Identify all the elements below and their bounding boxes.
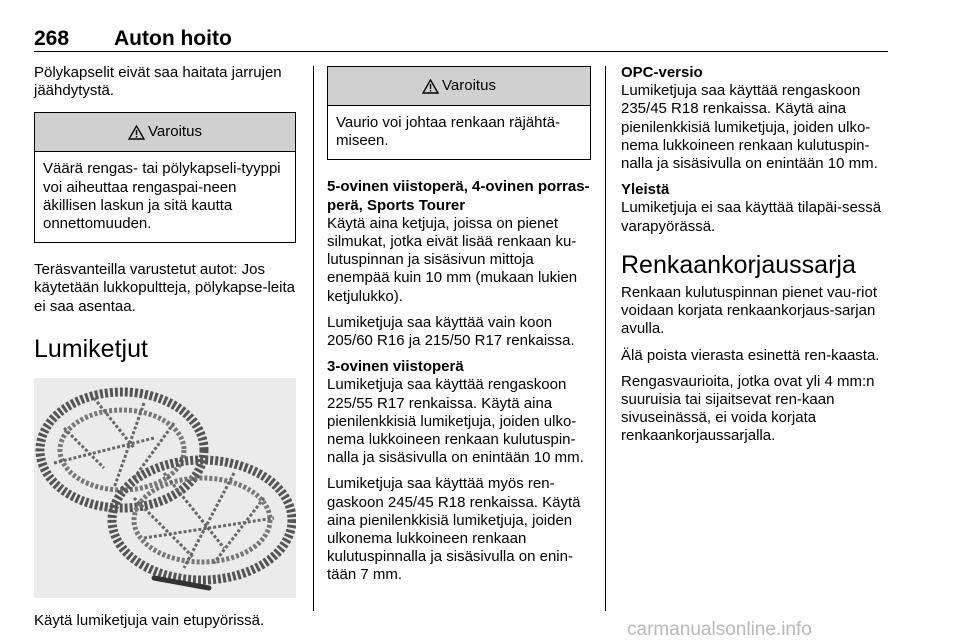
snow-chains-heading: Lumiketjut <box>34 334 148 363</box>
subheading-general: Yleistä <box>621 181 670 199</box>
subheading-3-door: 3-ovinen viistoperä <box>327 358 464 376</box>
image-caption: Käytä lumiketjuja vain etupyörissä. <box>34 612 265 630</box>
column-2 <box>327 64 591 593</box>
column-divider-2 <box>605 66 606 611</box>
paragraph-5-door-chains: Käytä aina ketjuja, joissa on pienet silmukat, jotka eivät lisää renkaan ku-lutuspinnan ja sisäsivun mittoja enempää kuin 10 mm (mukaan lukien ketjulukko). <box>327 214 578 305</box>
paragraph-general: Lumiketjuja ei saa käyttää tilapäi-sessä varapyörässä. <box>621 199 882 235</box>
subheading-5-door: 5-ovinen viistoperä, 4-ovinen porras-perä, Sports Tourer <box>327 178 590 214</box>
paragraph-opc: Lumiketjuja saa käyttää rengaskoon 235/45 R18 renkaissa. Käytä aina pienilenkkisiä lumiketjuja, joiden ulko-nema lukkoineen renkaan kulutuspin-nalla ja sisäsivulla on enintään 10 mm. <box>621 82 878 173</box>
warning-title: Varoitus <box>148 123 202 141</box>
warning-header <box>328 67 590 106</box>
warning-text: Väärä rengas- tai pölykapseli-tyyppi voi aiheuttaa rengaspai-neen äkillisen laskun ja sitä kautta onnettomuuden. <box>43 160 281 233</box>
intro-paragraph: Pölykapselit eivät saa haitata jarrujen jäähdytystä. <box>34 64 282 100</box>
warning-header <box>35 113 295 152</box>
paragraph-5-door-sizes: Lumiketjuja saa käyttää vain koon 205/60 R16 ja 215/50 R17 renkaissa. <box>327 313 575 350</box>
tyre-repair-kit-heading: Renkaankorjaussarja <box>621 250 856 279</box>
paragraph-3-door-chains: Lumiketjuja saa käyttää rengaskoon 225/55 R17 renkaissa. Käytä aina pienilenkkisiä lumiketjuja, joiden ulko-nema lukkoineen renkaan kulutuspin-nalla ja sisäsivulla on enintään 10 mm. <box>327 376 584 467</box>
warning-box-2 <box>327 66 591 160</box>
subheading-opc: OPC-versio <box>621 64 703 81</box>
snow-chains-image <box>34 378 296 598</box>
section-title: Auton hoito <box>114 27 232 50</box>
column-1 <box>34 64 296 638</box>
header-rule <box>34 51 888 52</box>
warning-title: Varoitus <box>442 76 496 94</box>
paragraph-repair-1: Renkaan kulutuspinnan pienet vau-riot voidaan korjata renkaankorjaus-sarjan avulla. <box>621 284 878 338</box>
warning-triangle-icon <box>128 125 145 140</box>
paragraph-3-door-r18: Lumiketjuja saa käyttää myös ren-gaskoon 245/45 R18 renkaissa. Käytä aina pienilenkkisiä lumiketjuja, joiden ulkonema lukkoineen renkaan kulutuspinnalla ja sisäsivulla on enin-tään 7 mm. <box>327 475 581 584</box>
steel-rims-paragraph: Teräsvanteilla varustetut autot: Jos käytetään lukkopultteja, pölykapse-leita ei saa asentaa. <box>34 261 295 315</box>
column-3 <box>621 64 886 454</box>
warning-triangle-icon <box>422 79 439 94</box>
watermark: carmanualsonline.info <box>627 619 812 640</box>
paragraph-repair-2: Älä poista vierasta esinettä ren-kaasta. <box>621 346 880 364</box>
page-number: 268 <box>34 27 70 50</box>
warning-box-1 <box>34 112 296 243</box>
paragraph-repair-3: Rengasvaurioita, jotka ovat yli 4 mm:n suuruisia tai sijaitsevat ren-kaan sivuseinässä, ei voida korjata renkaankorjaussarjalla. <box>621 372 875 445</box>
column-divider-1 <box>313 66 314 611</box>
warning-text: Vaurio voi johtaa renkaan räjähtä-miseen. <box>336 114 561 150</box>
